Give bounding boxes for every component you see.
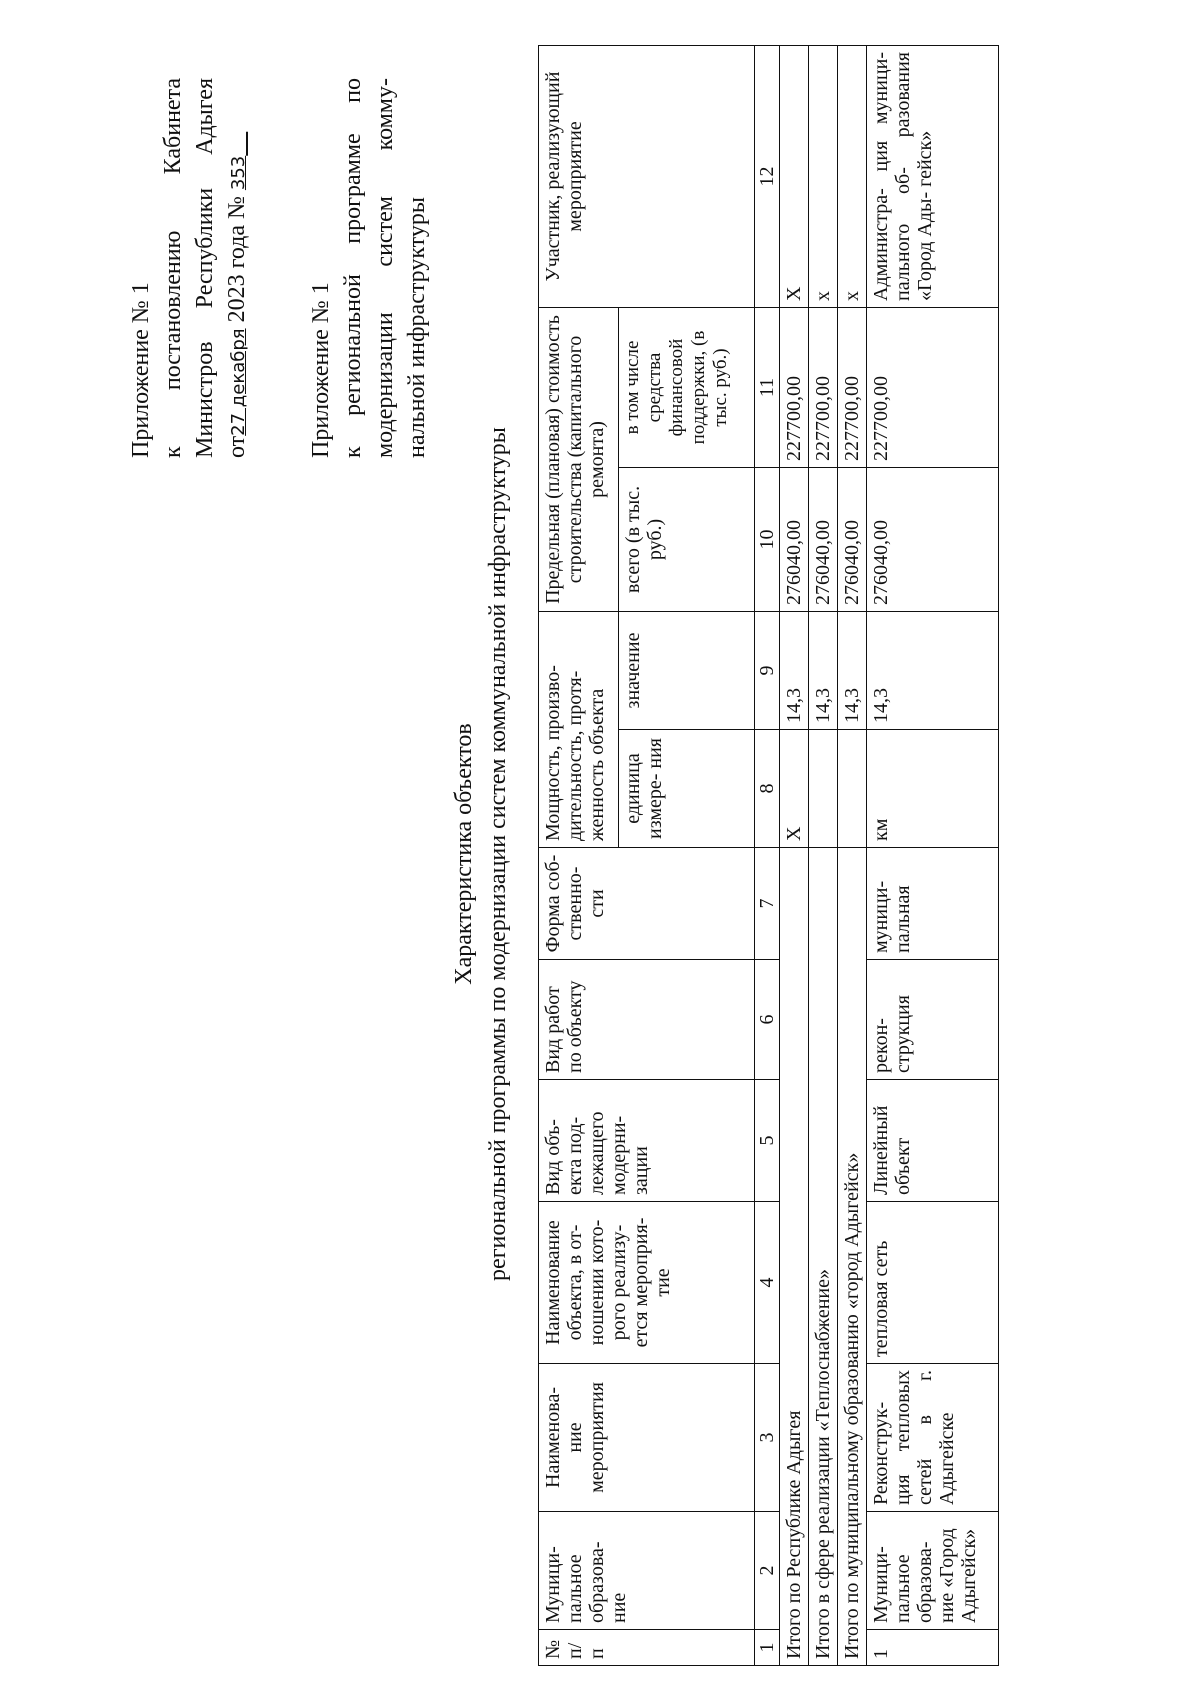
header-cell: Наименование объекта, в от- ношении кото- рого реализу- ется мероприя- тие [539,1202,755,1364]
total-label: Итого в сфере реализации «Теплоснабжение» [809,848,838,1666]
total-participant: х [809,45,838,307]
row-object-type: Линейный объект [867,1080,999,1202]
total-label: Итого по муниципальному образованию «город Адыгейск» [838,848,867,1666]
row-ownership: муници- пальная [867,848,999,960]
appendix-number: Приложение № 1 [128,282,154,458]
column-number: 6 [755,960,780,1080]
total-support: 227700,00 [780,307,809,467]
resolution-date: 27 декабря [228,328,249,436]
total-cost: 276040,00 [809,468,838,612]
column-number: 1 [755,1630,780,1666]
total-value: 14,3 [780,612,809,730]
row-support: 227700,00 [867,307,999,467]
row-unit: км [867,730,999,848]
total-unit: Х [780,730,809,848]
appendix-program-line: модернизации систем комму- [372,78,398,458]
appendix-to-resolution: к постановлению Кабинета [160,77,186,458]
row-work-type: рекон- струкция [867,960,999,1080]
header-cell: Мощность, произво- дительность, протя- женность объекта [539,612,619,848]
cabinet-name: Министров Республики Адыгея [192,78,218,458]
resolution-date-line: от27 декабря 2023 года № 353 [224,155,250,458]
header-cell: в том числе средства финансовой поддержки, (в тыс. руб.) [619,307,755,467]
total-participant: Х [780,45,809,307]
header-cell: Вид объ- екта под- лежащего модерни- зации [539,1080,755,1202]
column-number: 10 [755,468,780,612]
objects-table [538,45,999,1666]
row-total-cost: 276040,00 [867,468,999,612]
total-label: Итого по Республике Адыгея [780,848,809,1666]
column-number: 9 [755,612,780,730]
row-participant: Администра- ция муници- пального об- разования «Город Ады- гейск» [867,45,999,307]
header-cell: Муници- пальное образова- ние [539,1512,755,1630]
column-number: 8 [755,730,780,848]
table-row-total-municipality [838,45,867,1665]
header-cell: Предельная (плановая) стоимость строительства (капитального ремонта) [539,307,619,611]
table-row [867,45,999,1665]
total-value: 14,3 [809,612,838,730]
total-cost: 276040,00 [838,468,867,612]
column-number: 11 [755,307,780,467]
header-cell: Участник, реализующий мероприятие [539,45,755,307]
total-support: 227700,00 [838,307,867,467]
header-cell: Вид работ по объекту [539,960,755,1080]
total-unit [838,730,867,848]
column-number: 7 [755,848,780,960]
header-cell: единица измере- ния [619,730,755,848]
appendix-program-line: к региональной программе по [340,78,366,458]
header-cell: значение [619,612,755,730]
column-number: 3 [755,1364,780,1512]
row-municipality: Муници- пальное образова- ние «Город Адыгейск» [867,1512,999,1630]
header-cell: Форма соб- ственно- сти [539,848,755,960]
total-participant: х [838,45,867,307]
appendix-number-2: Приложение № 1 [308,282,334,458]
header-cell: Наименова- ние мероприятия [539,1364,755,1512]
appendix-resolution-block [125,78,255,458]
column-number: 12 [755,45,780,307]
row-event: Реконструк- ция тепловых сетей в г. Адыгейске [867,1364,999,1512]
total-value: 14,3 [838,612,867,730]
document-title: Характеристика объектов [451,723,477,985]
row-number: 1 [867,1630,999,1666]
row-value: 14,3 [867,612,999,730]
header-cell: № п/п [539,1630,755,1666]
table-row-total-heating [809,45,838,1665]
row-object: тепловая сеть [867,1202,999,1364]
document-subtitle: региональной программы по модернизации систем коммунальной инфраструктуры [485,427,511,1281]
column-number: 4 [755,1202,780,1364]
total-cost: 276040,00 [780,468,809,612]
resolution-number: 353 [228,155,249,191]
appendix-program-block [305,78,433,458]
column-number: 5 [755,1080,780,1202]
table-header-row [539,45,619,1665]
total-unit [809,730,838,848]
appendix-program-line: нальной инфраструктуры [404,197,430,458]
column-number: 2 [755,1512,780,1630]
table-row-total-republic [780,45,809,1665]
total-support: 227700,00 [809,307,838,467]
column-numbers-row [755,45,780,1665]
header-cell: всего (в тыс. руб.) [619,468,755,612]
